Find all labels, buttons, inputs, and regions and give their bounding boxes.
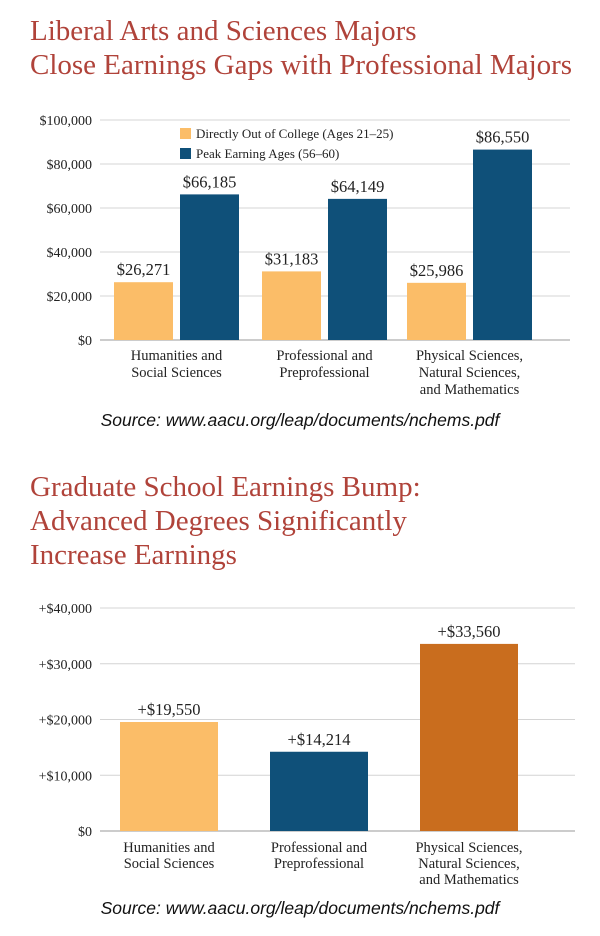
x-tick-label: Social Sciences xyxy=(131,365,222,381)
y-tick-label: $100,000 xyxy=(39,114,92,129)
data-label: $66,185 xyxy=(182,172,237,192)
chart-2-source: Source: www.aacu.org/leap/documents/nchems.pdf xyxy=(100,898,500,918)
y-tick-label: +$20,000 xyxy=(38,713,92,729)
x-tick-label: Physical Sciences, xyxy=(415,840,523,856)
y-tick-label: $40,000 xyxy=(46,246,92,261)
x-tick-label: Preprofessional xyxy=(279,365,370,381)
y-tick-label: +$30,000 xyxy=(38,657,92,673)
legend-label: Peak Earning Ages (56–60) xyxy=(196,146,340,161)
x-tick-label: Natural Sciences, xyxy=(418,365,521,381)
legend-label: Directly Out of College (Ages 21–25) xyxy=(196,126,394,141)
x-tick-label: and Mathematics xyxy=(419,872,519,888)
x-tick-label: Preprofessional xyxy=(273,856,365,872)
y-tick-label: $20,000 xyxy=(46,290,92,305)
data-label: +$33,560 xyxy=(437,621,501,641)
data-label: $31,183 xyxy=(264,249,319,269)
bar xyxy=(270,752,368,831)
y-tick-label: +$10,000 xyxy=(38,769,92,785)
x-tick-label: Physical Sciences, xyxy=(415,348,524,364)
y-tick-label: +$40,000 xyxy=(38,602,92,617)
data-label: $25,986 xyxy=(409,260,464,280)
data-label: $86,550 xyxy=(475,127,530,147)
data-label: +$14,214 xyxy=(287,729,351,749)
data-label: $64,149 xyxy=(330,176,385,196)
data-label: +$19,550 xyxy=(137,700,201,720)
chart-1-title: Liberal Arts and Sciences Majors Close Earnings Gaps with Professional Majors xyxy=(30,15,573,81)
y-tick-label: $0 xyxy=(78,825,92,840)
x-tick-label: Social Sciences xyxy=(123,856,215,872)
data-label: $26,271 xyxy=(116,260,171,280)
y-tick-label: $80,000 xyxy=(46,158,92,173)
x-tick-label: Natural Sciences, xyxy=(418,856,520,872)
x-tick-label: Humanities and xyxy=(123,840,215,856)
x-tick-label: Humanities and xyxy=(130,348,223,364)
chart-2-title: Graduate School Earnings Bump: Advanced Degrees Significantly Increase Earnings xyxy=(30,471,421,571)
y-tick-label: $60,000 xyxy=(46,202,92,217)
x-tick-label: Professional and xyxy=(270,840,368,856)
chart-1-source: Source: www.aacu.org/leap/documents/nchems.pdf xyxy=(100,410,500,430)
x-tick-label: and Mathematics xyxy=(419,382,520,398)
x-tick-label: Professional and xyxy=(276,348,373,364)
bar xyxy=(120,722,218,831)
y-tick-label: $0 xyxy=(78,334,92,349)
bar xyxy=(420,644,518,831)
